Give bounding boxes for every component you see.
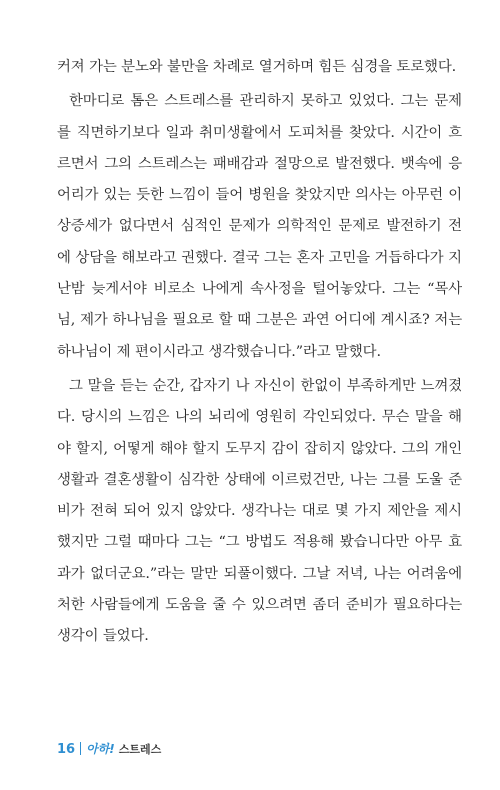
body-text bbox=[57, 52, 462, 653]
text-line: 르면서 그의 스트레스는 패배감과 절망으로 발전했다. 뱃속에 응 bbox=[57, 155, 462, 172]
page-footer bbox=[57, 735, 161, 757]
text-line: 난밤 늦게서야 비로소 나에게 속사정을 털어놓았다. 그는 “목사 bbox=[57, 281, 462, 298]
text-line: 비가 전혀 되어 있지 않았다. 생각나는 대로 몇 가지 제안을 제시 bbox=[57, 503, 462, 520]
text-line: 했지만 그럴 때마다 그는 “그 방법도 적용해 봤습니다만 아무 효 bbox=[57, 534, 462, 551]
text-line: 야 할지, 어떻게 해야 할지 도무지 감이 잡히지 않았다. 그의 개인 bbox=[57, 440, 462, 457]
book-title: 스트레스 bbox=[118, 743, 162, 756]
text-line: 하나님이 제 편이시라고 생각했습니다.”라고 말했다. bbox=[57, 343, 381, 360]
series-logo: 아하! bbox=[86, 742, 115, 756]
text-line: 그 말을 듣는 순간, 갑자기 나 자신이 한없이 부족하게만 느껴졌 bbox=[69, 377, 462, 394]
text-line: 커져 가는 분노와 불만을 차례로 열거하며 힘든 심경을 토로했다. bbox=[57, 59, 457, 75]
text-line: 어리가 있는 듯한 느낌이 들어 병원을 찾았지만 의사는 아무런 이 bbox=[57, 187, 462, 204]
text-line: 에 상담을 해보라고 권했다. 결국 그는 혼자 고민을 거듭하다가 지 bbox=[57, 249, 462, 266]
text-line: 과가 없더군요.”라는 말만 되풀이했다. 그날 저녁, 나는 어려움에 bbox=[57, 565, 462, 582]
text-line: 처한 사람들에게 도움을 줄 수 있으려면 좀더 준비가 필요하다는 bbox=[57, 597, 462, 614]
text-line: 상증세가 없다면서 심적인 문제가 의학적인 문제로 발전하기 전 bbox=[57, 218, 462, 235]
page-number: 16 bbox=[57, 742, 76, 757]
footer-separator bbox=[80, 742, 81, 755]
text-line: 를 직면하기보다 일과 취미생활에서 도피처를 찾았다. 시간이 흐 bbox=[57, 124, 462, 141]
text-line: 다. 당시의 느낌은 나의 뇌리에 영원히 각인되었다. 무슨 말을 해 bbox=[57, 409, 462, 426]
text-line: 님, 제가 하나님을 필요로 할 때 그분은 과연 어디에 계시죠? 저는 bbox=[57, 312, 462, 329]
text-line: 한마디로 톰은 스트레스를 관리하지 못하고 있었다. 그는 문제 bbox=[69, 93, 462, 110]
text-line: 생활과 결혼생활이 심각한 상태에 이르렀건만, 나는 그를 도울 준 bbox=[57, 471, 462, 488]
text-line: 생각이 들었다. bbox=[57, 628, 149, 645]
